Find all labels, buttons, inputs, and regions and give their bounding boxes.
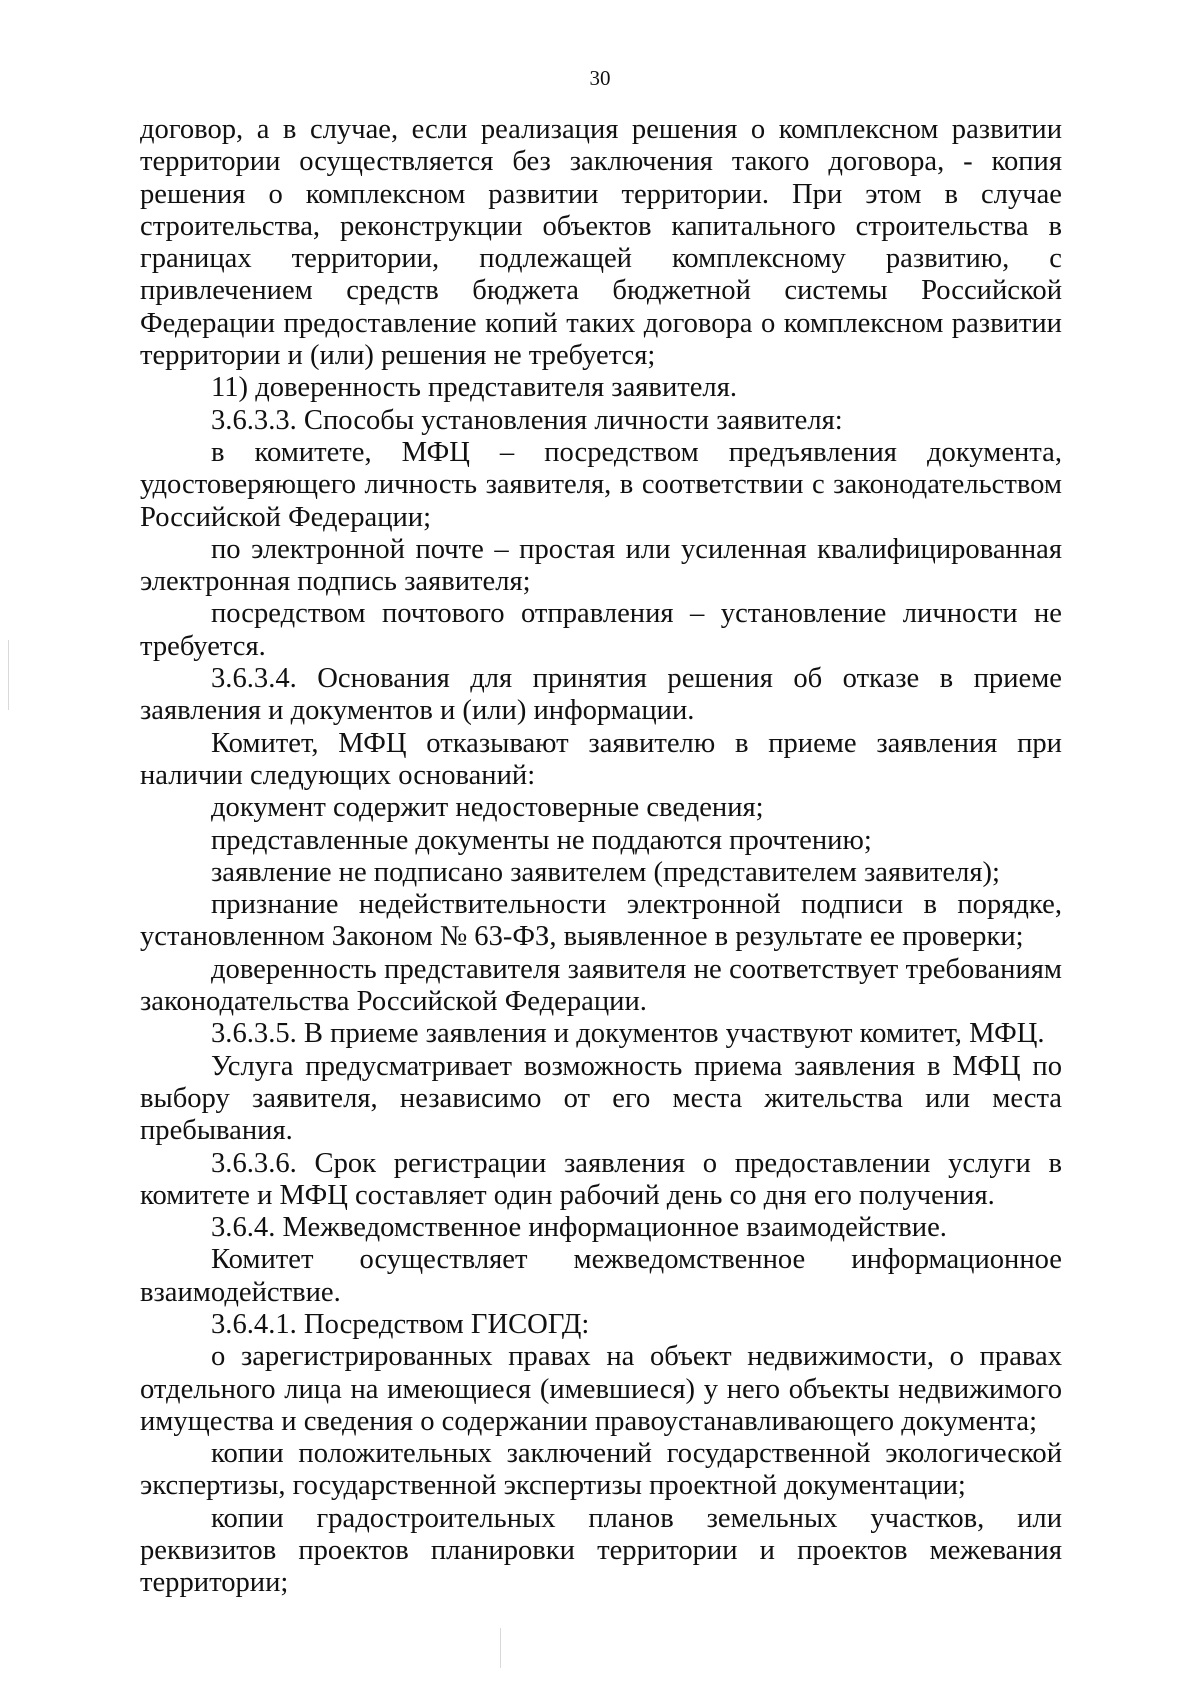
paragraph-item-11-power-of-attorney: 11) доверенность представителя заявителя.	[211, 372, 737, 404]
paragraph-refusal-ground-1: документ содержит недостоверные сведения;	[211, 792, 764, 824]
paragraph-refusal-grounds-intro: Комитет, МФЦ отказывают заявителю в приеме заявления при наличии следующих оснований:	[140, 727, 1062, 791]
paragraph-section-3-6-3-4: 3.6.3.4. Основания для принятия решения об отказе в приеме заявления и документов и (или) информации.	[140, 663, 1062, 727]
paragraph-expertise-copies: копии положительных заключений государственной экологической экспертизы, государственной экспертизы проектной документации;	[140, 1438, 1062, 1502]
page-number: 30	[589, 66, 611, 90]
paragraph-identity-in-office: в комитете, МФЦ – посредством предъявления документа, удостоверяющего личность заявителя, в соответствии с законодательством Российской Федерации;	[140, 436, 1062, 533]
paragraph-section-3-6-3-6: 3.6.3.6. Срок регистрации заявления о предоставлении услуги в комитете и МФЦ составляет один рабочий день со дня его получения.	[140, 1147, 1062, 1211]
paragraph-section-3-6-3-5: 3.6.3.5. В приеме заявления и документов участвуют комитет, МФЦ.	[211, 1018, 1045, 1050]
paragraph-continuation: договор, а в случае, если реализация решения о комплексном развитии территории осуществляется без заключения такого договора, - копия решения о комплексном развитии территории. При этом в случае строительства, реконструкции объектов капитального строительства в границах территории, подлежащей комплексному развитию, с привлечением средств бюджета бюджетной системы Российской Федерации предоставление копий таких договора о комплексном развитии территории и (или) решения не требуется;	[140, 114, 1062, 372]
paragraph-refusal-ground-5: доверенность представителя заявителя не соответствует требованиям законодательства Российской Федерации.	[140, 953, 1062, 1018]
paragraph-refusal-ground-3: заявление не подписано заявителем (представителем заявителя);	[211, 856, 1000, 888]
paragraph-registered-rights: о зарегистрированных правах на объект недвижимости, о правах отдельного лица на имеющиеся (имевшиеся) у него объекты недвижимого имущества и сведения о содержании правоустанавливающего документа;	[140, 1341, 1062, 1437]
paragraph-service-mfc-choice: Услуга предусматривает возможность приема заявления в МФЦ по выбору заявителя, независимо от его места жительства или места пребывания.	[140, 1050, 1062, 1147]
paragraph-section-3-6-4-1: 3.6.4.1. Посредством ГИСОГД:	[211, 1308, 590, 1340]
paragraph-committee-interaction: Комитет осуществляет межведомственное информационное взаимодействие.	[140, 1244, 1062, 1308]
paragraph-urban-plans-copies: копии градостроительных планов земельных участков, или реквизитов проектов планировки территории и проектов межевания территории;	[140, 1502, 1062, 1599]
paragraph-section-3-6-4: 3.6.4. Межведомственное информационное взаимодействие.	[211, 1212, 947, 1244]
paragraph-section-3-6-3-3: 3.6.3.3. Способы установления личности заявителя:	[211, 404, 843, 436]
paragraph-identity-email: по электронной почте – простая или усиленная квалифицированная электронная подпись заявителя;	[140, 533, 1062, 598]
document-body	[140, 114, 1062, 1600]
paragraph-identity-post: посредством почтового отправления – установление личности не требуется.	[140, 598, 1062, 662]
paragraph-refusal-ground-4: признание недействительности электронной подписи в порядке, установленном Законом № 63-ФЗ, выявленное в результате ее проверки;	[140, 889, 1062, 953]
paragraph-refusal-ground-2: представленные документы не поддаются прочтению;	[211, 824, 872, 856]
scan-artifact-bottom	[500, 1628, 501, 1668]
scan-artifact-left	[8, 640, 9, 710]
